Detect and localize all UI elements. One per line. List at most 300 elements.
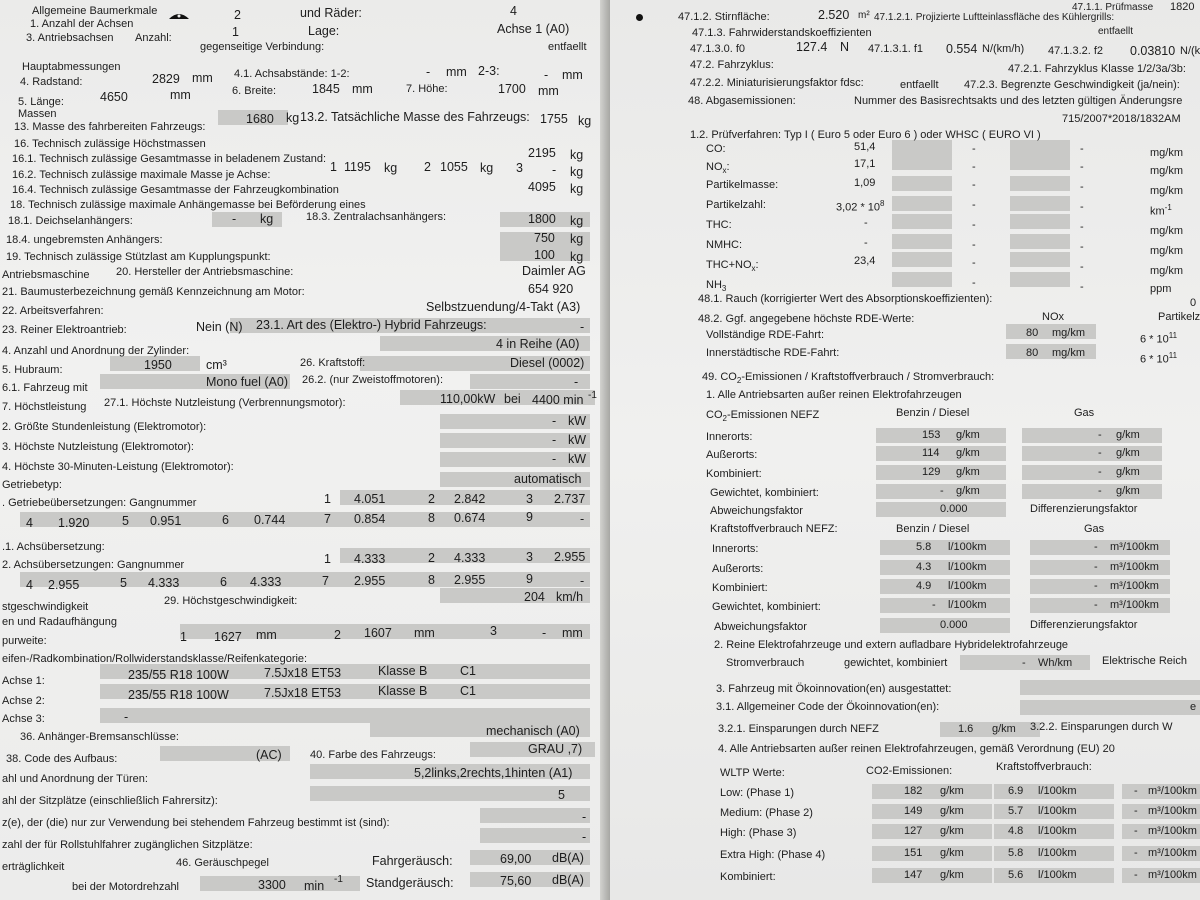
value-thc-nox: 23,4 xyxy=(854,255,876,267)
gear-number: 8 xyxy=(428,511,435,525)
label-max-speed-section: stgeschwindigkeit xyxy=(2,601,89,613)
label-engine-speed: bei der Motordrehzahl xyxy=(72,881,180,893)
label-axles: 1. Anzahl der Achsen xyxy=(30,18,134,30)
unit-g-km: g/km xyxy=(1116,429,1140,441)
value-wltp-extra-high-co2: 151 xyxy=(904,847,923,859)
unit-m3-100km: m³/100km xyxy=(1148,869,1197,881)
label-deviation-factor-fuel: Abweichungsfaktor xyxy=(714,621,807,633)
rde-urban-mantissa: 6 * 10 xyxy=(1140,353,1169,366)
label-co2-nedc xyxy=(706,408,819,426)
gear-number: 2 xyxy=(428,551,435,565)
value-dash: - xyxy=(972,179,976,191)
value-tyre-axle-1: 235/55 R18 100W xyxy=(128,668,229,682)
label-eco-innovation: 3. Fahrzeug mit Ökoinnovation(en) ausgestattet: xyxy=(716,683,952,695)
gear-number: 5 xyxy=(122,514,129,528)
label-compatibility: erträglichkeit xyxy=(2,861,65,873)
track-unit: mm xyxy=(414,626,435,640)
label-vehicle-fuel-mode: 6.1. Fahrzeug mit xyxy=(2,382,88,394)
unit-mg-km: mg/km xyxy=(1150,185,1183,197)
unit-combination-mass: kg xyxy=(570,182,584,196)
value-savings-nedc: 1.6 xyxy=(958,723,974,735)
track-unit: mm xyxy=(562,626,583,640)
value-dash: - xyxy=(1134,785,1138,797)
value-fuel-urban: 5.8 xyxy=(916,541,932,553)
unit-height: mm xyxy=(538,84,559,98)
value-co2-combined: 129 xyxy=(922,466,941,478)
unit-l-100km: l/100km xyxy=(1038,869,1077,881)
label-drawbar-trailer: 18.1. Deichselanhängers: xyxy=(8,215,133,227)
value-dash: - xyxy=(1022,657,1026,669)
unit-f1: N/(km/h) xyxy=(982,43,1025,55)
value-rde-full-nox: 80 xyxy=(1026,327,1039,339)
value-wltp-medium-co2: 149 xyxy=(904,805,923,817)
axle-ratio: - xyxy=(580,574,585,588)
value-rim-axle-1: 7.5Jx18 ET53 xyxy=(264,666,342,680)
unit-l-100km: l/100km xyxy=(948,580,987,592)
label-electric-drive: 23. Reiner Elektroantrieb: xyxy=(2,324,127,336)
label-at: bei xyxy=(504,392,521,406)
rpm-exponent: -1 xyxy=(588,390,597,401)
label-position: Lage: xyxy=(308,24,340,38)
heading-max-masses: 16. Technisch zulässige Höchstmassen xyxy=(14,138,206,150)
value-dash: - xyxy=(1080,261,1084,273)
value-dash: - xyxy=(1094,561,1098,573)
label-wltp-fuel: Kraftstoffverbrauch: xyxy=(996,761,1092,773)
axle-1-number: 1 xyxy=(330,160,337,174)
axle-ratio: 4.333 xyxy=(454,551,486,565)
unit-per-km xyxy=(1150,200,1172,220)
label-cycle-class: 47.2.1. Fahrzyklus Klasse 1/2/3a/3b: xyxy=(1008,63,1186,75)
label-savings-nedc: 3.2.1. Einsparungen durch NEFZ xyxy=(718,723,879,735)
nox-colon: : xyxy=(726,161,730,173)
label-test-mass: 47.1.1. Prüfmasse xyxy=(1072,2,1154,13)
value-dash: - xyxy=(1098,429,1102,441)
label-gross-mass: 16.1. Technisch zulässige Gesamtmasse in beladenem Zustand: xyxy=(12,153,327,165)
label-drive-axles: 3. Antriebsachsen xyxy=(26,32,114,44)
label-fuel: 26. Kraftstoff: xyxy=(300,357,366,369)
label-working-method: 22. Arbeitsverfahren: xyxy=(2,305,104,317)
label-nox xyxy=(706,160,730,178)
value-dash: - xyxy=(1080,143,1084,155)
track-unit: mm xyxy=(256,628,277,642)
label-wltp-low: Low: (Phase 1) xyxy=(720,787,794,799)
co2-nedc-rest: -Emissionen NEFZ xyxy=(726,409,820,421)
value-dash: - xyxy=(1134,825,1138,837)
label-weighted-combined: Gewichtet, kombiniert: xyxy=(710,487,819,499)
unit-axle-1-mass: kg xyxy=(384,161,398,175)
gear-ratio: 4.051 xyxy=(354,492,386,506)
value-fuel: Diesel (0002) xyxy=(510,356,585,370)
unit-g-km: g/km xyxy=(1116,447,1140,459)
value-rde-full-particles xyxy=(1140,328,1177,348)
unit-gross-mass: kg xyxy=(570,148,584,162)
value-support-load: 100 xyxy=(534,248,555,262)
unit-engine-speed: min xyxy=(304,879,325,893)
nh3-base: NH xyxy=(706,279,722,291)
value-dash: - xyxy=(1094,599,1098,611)
value-dash: - xyxy=(864,217,868,229)
value-dash: - xyxy=(1080,241,1084,253)
unit-m3-100km: m³/100km xyxy=(1148,785,1197,797)
gear-number: 9 xyxy=(526,510,533,524)
value-standing-seats: - xyxy=(582,810,587,824)
nox-sub: x xyxy=(722,166,727,176)
label-seats: ahl der Sitzplätze (einschließlich Fahrersitz): xyxy=(2,795,218,807)
unit-wheelbase: mm xyxy=(192,71,213,85)
unit-max-speed: km/h xyxy=(556,590,584,604)
co2-heading-sub: 2 xyxy=(736,376,742,386)
unit-g-km: g/km xyxy=(1116,466,1140,478)
heading-engine: Antriebsmaschine xyxy=(2,269,90,281)
label-electric-range: Elektrische Reich xyxy=(1102,655,1187,667)
label-combination-mass: 16.4. Technisch zulässige Gesamtmasse der Fahrzeugkombination xyxy=(12,184,339,196)
value-dash: - xyxy=(1094,580,1098,592)
label-tyre-combination: eifen-/Radkombination/Rollwiderstandsklasse/Reifenkategorie: xyxy=(2,653,308,665)
unit-g-km: g/km xyxy=(956,429,980,441)
value-hourly-power: - xyxy=(552,414,557,428)
value-height: 1700 xyxy=(498,82,526,96)
gear-ratio: 2.737 xyxy=(554,492,586,506)
co2-nedc-base: CO xyxy=(706,409,723,421)
heading-co2-consumption xyxy=(702,370,994,388)
unit-width: mm xyxy=(352,82,373,96)
label-actual-mass: 13.2. Tatsächliche Masse des Fahrzeugs: xyxy=(300,110,530,124)
value-dash: - xyxy=(972,219,976,231)
unit-g-km: g/km xyxy=(956,466,980,478)
value-axle-1-mass: 1195 xyxy=(344,160,371,174)
value-category-axle-2: C1 xyxy=(460,684,476,698)
unit-g-km: g/km xyxy=(940,869,964,881)
label-nmhc: NMHC: xyxy=(706,239,743,251)
value-net-power: 110,00kW xyxy=(440,392,496,406)
value-bifuel: - xyxy=(574,375,579,389)
label-length: 5. Länge: xyxy=(18,96,64,108)
unit-km: km xyxy=(1150,205,1165,218)
label-hourly-power: 2. Größte Stundenleistung (Elektromotor): xyxy=(2,421,207,433)
label-rde-full: Vollständige RDE-Fahrt: xyxy=(706,329,824,341)
axle-ratio: 2.955 xyxy=(554,550,586,564)
unit-standing-noise: dB(A) xyxy=(552,873,584,887)
value-f1: 0.554 xyxy=(946,42,978,56)
gear-number: 3 xyxy=(526,492,533,506)
unit-m3-100km: m³/100km xyxy=(1110,541,1159,553)
value-frontal-area: 2.520 xyxy=(818,8,850,22)
value-co2-extra-urban: 114 xyxy=(922,447,940,459)
value-wltp-high-co2: 127 xyxy=(904,825,923,837)
value-category-axle-1: C1 xyxy=(460,664,476,678)
value-eco-code: e xyxy=(1190,701,1197,713)
label-f0: 47.1.3.0. f0 xyxy=(690,43,746,55)
label-eco-code: 3.1. Allgemeiner Code der Ökoinnovation(en): xyxy=(716,701,940,713)
axle-ratio: 4.333 xyxy=(354,552,386,566)
value-dash: - xyxy=(1098,447,1102,459)
unit-l-100km: l/100km xyxy=(1038,805,1077,817)
value-net-electric-power: - xyxy=(552,433,557,447)
label-resistance-coefficients: 47.1.3. Fahrwiderstandskoeffizienten xyxy=(692,27,872,39)
label-wheels: und Räder: xyxy=(300,6,362,20)
value-wltp-combined-co2: 147 xyxy=(904,869,923,881)
label-wltp-co2: CO2-Emissionen: xyxy=(866,765,953,777)
value-dash: - xyxy=(1098,466,1102,478)
value-dash: - xyxy=(1094,541,1098,553)
label-engine-manufacturer: 20. Hersteller der Antriebsmaschine: xyxy=(116,266,294,278)
label-axle-ratios: 2. Achsübersetzungen: Gangnummer xyxy=(2,559,185,571)
label-30min-power: 4. Höchste 30-Minuten-Leistung (Elektromotor): xyxy=(2,461,234,473)
unit-axle-2-mass: kg xyxy=(480,161,494,175)
unit-km-exponent: -1 xyxy=(1164,203,1172,212)
value-track-1: 1627 xyxy=(214,630,242,644)
track-axle-number: 3 xyxy=(490,624,497,638)
value-wheels: 4 xyxy=(510,4,517,18)
value-engine-manufacturer: Daimler AG xyxy=(522,264,586,278)
value-rde-urban-particles xyxy=(1140,348,1177,368)
value-cylinders: 4 in Reihe (A0) xyxy=(496,337,580,351)
label-extra-urban-fuel: Außerorts: xyxy=(712,563,764,575)
value-dash: - xyxy=(1098,485,1102,497)
value-dash: - xyxy=(972,257,976,269)
gear-number: 8 xyxy=(428,573,435,587)
label-co: CO: xyxy=(706,143,726,155)
value-dash: - xyxy=(940,485,944,497)
value-dash: - xyxy=(864,237,868,249)
co2-nedc-sub: 2 xyxy=(722,414,727,424)
thcnox-base: THC+NO xyxy=(706,259,752,271)
label-savings-wltp: 3.2.2. Einsparungen durch W xyxy=(1030,721,1173,733)
label-rde-nox: NOx xyxy=(1042,311,1064,323)
unit-mg-km: mg/km xyxy=(1150,265,1183,277)
label-colour: 40. Farbe des Fahrzeugs: xyxy=(310,749,436,761)
gear-number: 7 xyxy=(324,512,331,526)
value-dash: - xyxy=(1080,161,1084,173)
label-deviation-factor: Abweichungsfaktor xyxy=(710,505,803,517)
value-rpm: 4400 min xyxy=(532,393,584,407)
value-dash: - xyxy=(972,161,976,173)
value-wltp-combined-fuel: 5.6 xyxy=(1008,869,1024,881)
label-driving-noise: Fahrgeräusch: xyxy=(372,854,453,868)
value-engine-speed: 3300 xyxy=(258,878,286,892)
value-trailer-brake: mechanisch (A0) xyxy=(486,724,580,738)
value-fuel-mode: Mono fuel (A0) xyxy=(206,375,288,389)
label-f1: 47.1.3.1. f1 xyxy=(868,43,924,55)
label-extra-urban: Außerorts: xyxy=(706,449,758,461)
label-trailer-mass: 18. Technisch zulässige maximale Anhängemasse bei Beförderung eines xyxy=(10,199,366,211)
value-central-axle-trailer: 1800 xyxy=(528,212,556,226)
gear-number: 6 xyxy=(220,575,227,589)
unit-m3-100km: m³/100km xyxy=(1110,561,1159,573)
label-differentiation-factor-fuel: Differenzierungsfaktor xyxy=(1030,619,1138,631)
axle-ratio: 2.955 xyxy=(48,578,80,592)
unit-rde-urban-nox: mg/km xyxy=(1052,347,1085,359)
label-bifuel: 26.2. (nur Zweistoffmotoren): xyxy=(302,374,444,386)
value-dash: - xyxy=(1080,221,1084,233)
unit-axle-3-mass: kg xyxy=(570,165,584,179)
value-co2-urban: 153 xyxy=(922,429,941,441)
label-central-axle-trailer: 18.3. Zentralachsanhängers: xyxy=(306,211,447,223)
value-test-mass: 1820 xyxy=(1170,1,1195,13)
unit-driving-noise: dB(A) xyxy=(552,851,584,865)
unit-f0: N xyxy=(840,40,850,54)
value-dash: - xyxy=(1080,181,1084,193)
value-f2: 0.03810 xyxy=(1130,44,1176,58)
axle-2-number: 2 xyxy=(424,160,431,174)
unit-l-100km: l/100km xyxy=(948,599,987,611)
pn-mantissa: 3,02 * 10 xyxy=(836,201,881,214)
rde-full-exponent: 11 xyxy=(1168,331,1178,340)
value-body-code: (AC) xyxy=(256,748,282,762)
value-axle-1-2: - xyxy=(426,65,431,79)
value-class-axle-1: Klasse B xyxy=(378,664,428,678)
track-axle-number: 1 xyxy=(180,630,187,644)
label-unbraked-trailer: 18.4. ungebremsten Anhängers: xyxy=(6,234,163,246)
label-power-consumption: Stromverbrauch xyxy=(726,657,805,669)
label-tyre-axle-1: Achse 1: xyxy=(2,675,45,687)
value-f0: 127.4 xyxy=(796,40,828,54)
unit-axle-2-3: mm xyxy=(562,68,583,82)
value-rim-axle-2: 7.5Jx18 ET53 xyxy=(264,686,342,700)
unit-frontal-area: m² xyxy=(858,10,870,21)
label-wltp-extra-high: Extra High: (Phase 4) xyxy=(720,849,826,861)
value-dash: - xyxy=(972,239,976,251)
label-weighted-fuel: Gewichtet, kombiniert: xyxy=(712,601,821,613)
value-base-act: 715/2007*2018/1832AM xyxy=(1062,113,1181,125)
value-30min-power: - xyxy=(552,452,557,466)
unit-wh-km: Wh/km xyxy=(1038,657,1073,669)
value-max-speed: 204 xyxy=(524,590,545,604)
label-cylinders: 4. Anzahl und Anordnung der Zylinder: xyxy=(2,345,190,357)
label-trailer-brake: 36. Anhänger-Bremsanschlüsse: xyxy=(20,731,179,743)
value-drive-count: 1 xyxy=(232,25,239,39)
label-wltp-combined: Kombiniert: xyxy=(720,871,776,883)
unit-mg-km: mg/km xyxy=(1150,225,1183,237)
gear-ratio: 0.951 xyxy=(150,514,182,528)
label-track: purweite: xyxy=(2,635,47,647)
label-wheelchair-seats: zahl der für Rollstuhlfahrer zugänglichen Sitzplätze: xyxy=(2,839,253,851)
label-hybrid-type: 23.1. Art des (Elektro-) Hybrid Fahrzeugs: xyxy=(256,318,487,332)
rde-full-mantissa: 6 * 10 xyxy=(1140,333,1169,346)
unit-actual-mass: kg xyxy=(578,114,592,128)
label-net-power: 27.1. Höchste Nutzleistung (Verbrennungsmotor): xyxy=(104,397,346,409)
punch-hole-icon xyxy=(636,14,643,21)
label-fuel-consumption-nedc: Kraftstoffverbrauch NEFZ: xyxy=(710,523,838,535)
unit-30min-power: kW xyxy=(568,452,587,466)
value-miniaturization: entfaellt xyxy=(900,79,939,91)
value-deviation-factor: 0.000 xyxy=(940,503,968,515)
value-actual-mass: 1755 xyxy=(540,112,568,126)
value-wltp-low-co2: 182 xyxy=(904,785,923,797)
co2-heading-rest: -Emissionen / Kraftstoffverbrauch / Stromverbrauch: xyxy=(741,371,995,383)
unit-net-electric-power: kW xyxy=(568,433,587,447)
label-tyre-axle-3: Achse 3: xyxy=(2,713,45,725)
gear-number: 4 xyxy=(26,578,33,592)
label-doors: ahl und Anordnung der Türen: xyxy=(2,773,148,785)
label-net-electric-power: 3. Höchste Nutzleistung (Elektromotor): xyxy=(2,441,194,453)
gear-number: 1 xyxy=(324,492,331,506)
value-length: 4650 xyxy=(100,90,128,104)
value-hybrid-type: - xyxy=(580,320,585,334)
value-drive-position: Achse 1 (A0) xyxy=(497,22,570,36)
value-smoke: 0 xyxy=(1190,297,1197,309)
axle-ratio: 4.333 xyxy=(250,575,282,589)
heading-main-dimensions: Hauptabmessungen xyxy=(22,61,121,73)
label-differentiation-factor: Differenzierungsfaktor xyxy=(1030,503,1138,515)
value-driving-noise: 69,00 xyxy=(500,852,532,866)
label-standing-noise: Standgeräusch: xyxy=(366,876,454,890)
value-grille-area: entfaellt xyxy=(1098,26,1134,37)
value-colour: GRAU ,7) xyxy=(528,742,583,756)
pn-exponent: 8 xyxy=(880,199,885,208)
label-miniaturization: 47.2.2. Miniaturisierungsfaktor fdsc: xyxy=(690,77,864,89)
unit-unbraked-trailer: kg xyxy=(570,232,584,246)
heading-masses: Massen xyxy=(18,108,57,120)
label-gas: Gas xyxy=(1074,407,1095,419)
label-frontal-area: 47.1.2. Stirnfläche: xyxy=(678,11,770,23)
label-wltp-medium: Medium: (Phase 2) xyxy=(720,807,813,819)
unit-ppm: ppm xyxy=(1150,283,1172,295)
value-engine-code: 654 920 xyxy=(528,282,574,296)
label-axle-2-3: 2-3: xyxy=(478,64,500,78)
value-drawbar-trailer: - xyxy=(232,212,237,226)
thcnox-colon: : xyxy=(755,259,759,271)
unit-l-100km: l/100km xyxy=(1038,785,1077,797)
gear-ratio: 2.842 xyxy=(454,492,486,506)
unit-g-km: g/km xyxy=(992,723,1016,735)
unit-mg-km: mg/km xyxy=(1150,147,1183,159)
value-co: 51,4 xyxy=(854,141,876,153)
heading-wltp-section: 4. Alle Antriebsarten außer reinen Elektrofahrzeugen, gemäß Verordnung (EU) 20 xyxy=(718,743,1115,755)
value-mass-ready: 1680 xyxy=(246,112,274,126)
heading-electric-vehicles: 2. Reine Elektrofahrzeuge und extern aufladbare Hybridelektrofahrzeuge xyxy=(714,639,1069,651)
unit-support-load: kg xyxy=(570,250,584,264)
unit-l-100km: l/100km xyxy=(948,561,987,573)
gear-ratio: - xyxy=(580,512,585,526)
axle-ratio: 2.955 xyxy=(354,574,386,588)
label-engine-code: 21. Baumusterbezeichnung gemäß Kennzeichnung am Motor: xyxy=(2,286,305,298)
unit-axle-1-2: mm xyxy=(446,65,467,79)
value-dash: - xyxy=(972,277,976,289)
label-thc-nox xyxy=(706,258,759,276)
value-particle-number xyxy=(836,196,885,216)
value-axle-3-mass: - xyxy=(552,163,557,177)
nh3-sub: 3 xyxy=(721,284,727,294)
value-dash: - xyxy=(972,199,976,211)
label-standing-seats: z(e), der (die) nur zur Verwendung bei stehendem Fahrzeug bestimmt ist (sind): xyxy=(2,817,390,829)
label-max-speed: 29. Höchstgeschwindigkeit: xyxy=(164,595,298,607)
value-dash: - xyxy=(1134,805,1138,817)
gear-number: 2 xyxy=(428,492,435,506)
label-rde-urban: Innerstädtische RDE-Fahrt: xyxy=(706,347,840,359)
label-petrol-diesel-fuel: Benzin / Diesel xyxy=(896,523,970,535)
label-all-drives: 1. Alle Antriebsarten außer reinen Elektrofahrzeugen xyxy=(706,389,962,401)
gear-number: 6 xyxy=(222,513,229,527)
unit-drawbar-trailer: kg xyxy=(260,212,274,226)
value-tyre-axle-3: - xyxy=(124,710,129,724)
value-gearbox-type: automatisch xyxy=(514,472,582,486)
unit-l-100km: l/100km xyxy=(1038,825,1077,837)
label-connection: gegenseitige Verbindung: xyxy=(200,41,325,53)
value-axles: 2 xyxy=(234,8,241,22)
unit-m3-100km: m³/100km xyxy=(1110,580,1159,592)
label-tyre-axle-2: Achse 2: xyxy=(2,695,45,707)
gear-ratio: 0.674 xyxy=(454,511,486,525)
unit-g-km: g/km xyxy=(940,825,964,837)
value-class-axle-2: Klasse B xyxy=(378,684,428,698)
gear-ratio: 0.854 xyxy=(354,512,386,526)
label-smoke: 48.1. Rauch (korrigierter Wert des Absorptionskoeffizienten): xyxy=(698,293,993,305)
value-wltp-high-fuel: 4.8 xyxy=(1008,825,1024,837)
label-petrol-diesel: Benzin / Diesel xyxy=(896,407,970,419)
label-weighted-combined-power: gewichtet, kombiniert xyxy=(844,657,948,669)
axle-ratio: 2.955 xyxy=(454,573,486,587)
